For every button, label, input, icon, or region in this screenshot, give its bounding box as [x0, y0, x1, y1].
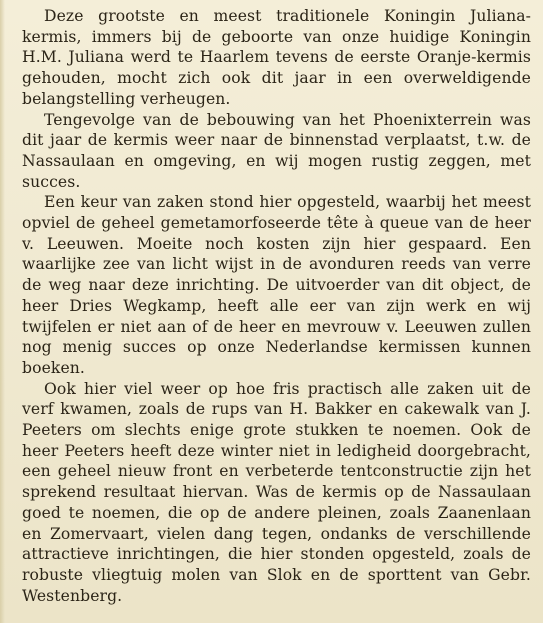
paragraph-1: Deze grootste en meest traditionele Koningin Juliana-kermis, immers bij de geboorte van onze huidige Koningin H.M. Juliana werd te Haarlem tevens de eerste Oranje-kermis gehouden, mocht zich ook dit jaar in een overweldigende belangstelling verheugen. [22, 7, 531, 108]
paragraph-4: Ook hier viel weer op hoe fris practisch alle zaken uit de verf kwamen, zoals de rups van H. Bakker en cakewalk van J. Peeters om slechts enige grote stukken te noemen. Ook de heer Peeters heeft deze winter niet in ledigheid doorgebracht, een geheel nieuw front en verbeterde tentconstructie zijn het sprekend resultaat hiervan. Was de kermis op de Nassaulaan goed te noemen, die op de andere pleinen, zoals Zaanenlaan en Zomervaart, vielen dang tegen, ondanks de verschillende attractieve inrichtingen, die hier stonden opgesteld, zoals de robuste vliegtuig molen van Slok en de sporttent van Gebr. Westenberg. [22, 379, 531, 605]
paragraph-3: Een keur van zaken stond hier opgesteld, waarbij het meest opviel de geheel gemetamorfoseerde tête à queue van de heer v. Leeuwen. Moeite noch kosten zijn hier gespaard. Een waarlijke zee van licht wijst in de avonduren reeds van verre de weg naar deze inrichting. De uitvoerder van dit object, de heer Dries Wegkamp, heeft alle eer van zijn werk en wij twijfelen er niet aan of de heer en mevrouw v. Leeuwen zullen nog menig succes op onze Nederlandse kermissen kunnen boeken. [22, 193, 531, 377]
page-edge-shadow [0, 0, 5, 623]
paragraph-2: Tengevolge van de bebouwing van het Phoenixterrein was dit jaar de kermis weer naar de binnenstad verplaatst, t.w. de Nassaulaan en omgeving, en wij mogen rustig zeggen, met succes. [22, 110, 531, 191]
